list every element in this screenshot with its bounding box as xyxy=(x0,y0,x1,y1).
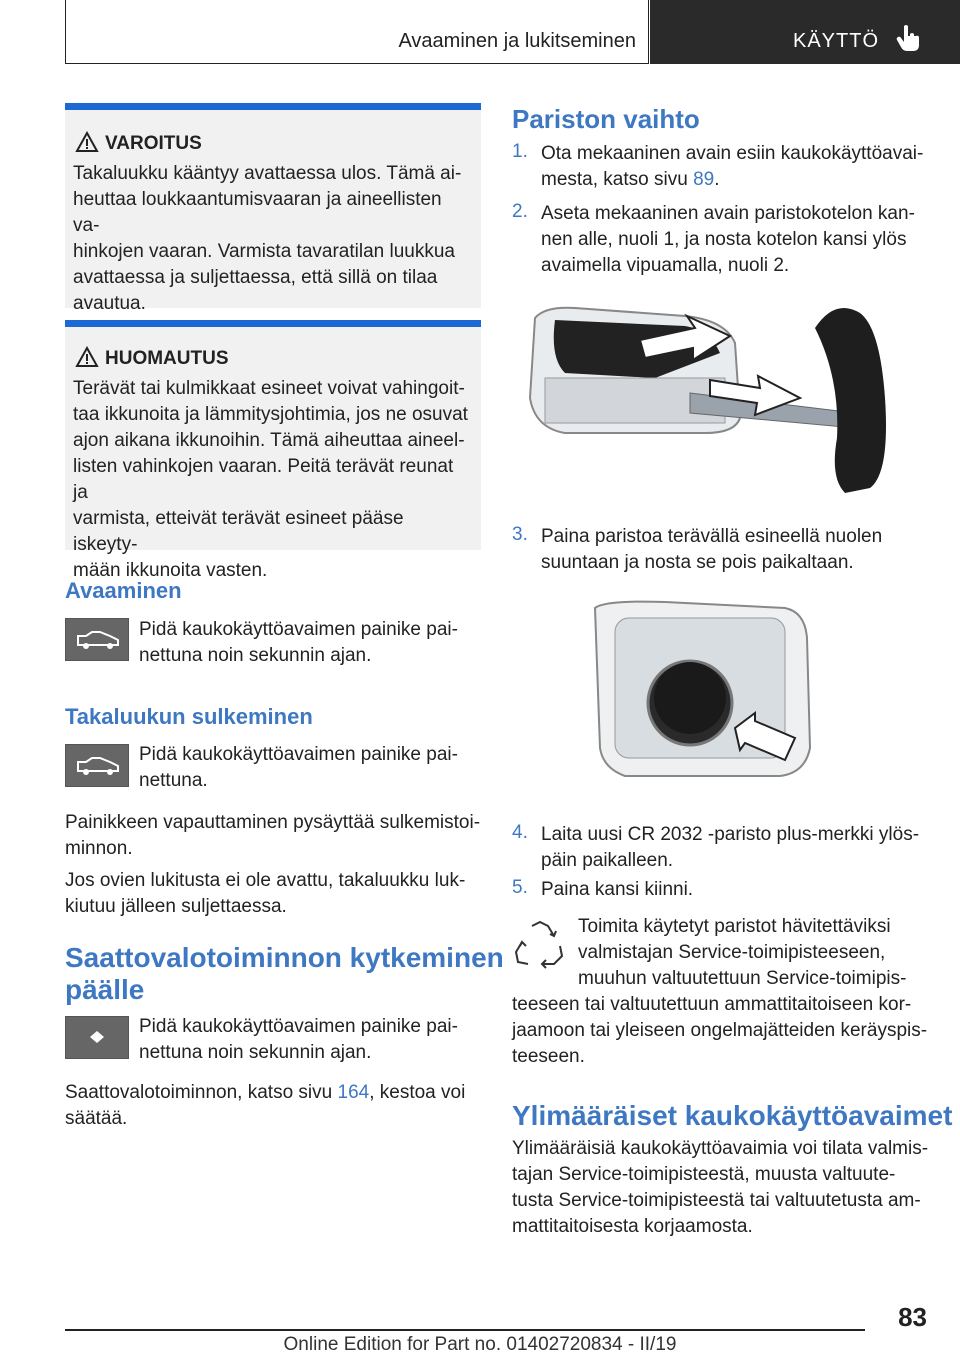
step-line: Paina paristoa terävällä esineellä nuolen xyxy=(541,526,883,547)
escort-heading xyxy=(65,942,504,1006)
step-number: 4. xyxy=(512,822,528,843)
trunk-button-icon xyxy=(65,744,129,787)
closing-line: Pidä kaukokäyttöavaimen painike pai- xyxy=(139,744,458,765)
paragraph-line: Painikkeen vapauttaminen pysäyttää sulkemistoi- xyxy=(65,812,481,833)
paragraph-line: Jos ovien lukitusta ei ole avattu, takaluukku luk- xyxy=(65,870,466,891)
release-paragraph xyxy=(65,810,480,862)
warning-triangle-icon xyxy=(75,131,99,153)
recycle-line: jaamoon tai yleiseen ongelmajätteiden keräyspis- xyxy=(512,1020,928,1041)
closing-text xyxy=(139,742,458,794)
escort-button-icon xyxy=(65,1016,129,1059)
notice-line: mään ikkunoita vasten. xyxy=(73,560,268,581)
opening-line: Pidä kaukokäyttöavaimen painike pai- xyxy=(139,619,458,640)
step-2-text xyxy=(541,201,915,279)
step-line xyxy=(541,167,923,193)
paragraph-line: säätää. xyxy=(65,1108,128,1129)
recycle-line: valmistajan Service-toimipisteeseen, xyxy=(578,942,886,963)
warning-line: avautua. xyxy=(73,293,146,314)
escort-text xyxy=(139,1014,458,1066)
escort-line: nettuna noin sekunnin ajan. xyxy=(139,1042,372,1063)
notice-heading: HUOMAUTUS xyxy=(105,348,229,369)
step-3-text xyxy=(541,524,882,576)
step-number: 5. xyxy=(512,877,528,898)
trunk-button-icon xyxy=(65,618,129,661)
key-battery-cover-illustration xyxy=(515,298,895,498)
escort-heading-line: päälle xyxy=(65,974,145,1005)
text-span: . xyxy=(714,169,720,190)
header-title-box xyxy=(65,0,649,64)
battery-removal-illustration xyxy=(585,598,815,780)
recycle-text xyxy=(578,914,906,992)
recycle-line: muuhun valtuutettuun Service-toimipis- xyxy=(578,968,907,989)
notice-box xyxy=(65,320,481,581)
extra-line: Ylimääräisiä kaukokäyttöavaimia voi tilata valmis- xyxy=(512,1138,929,1159)
recycle-line: teeseen. xyxy=(512,1046,585,1067)
paragraph-line: kiutuu jälleen suljettaessa. xyxy=(65,896,287,917)
notice-line: ajon aikana ikkunoihin. Tämä aiheuttaa aineel- xyxy=(73,430,465,451)
warning-box xyxy=(65,103,481,314)
chapter-tab xyxy=(650,0,960,64)
step-number: 3. xyxy=(512,524,528,545)
recycle-text-cont xyxy=(512,992,927,1070)
step-number: 1. xyxy=(512,141,528,162)
step-line: nen alle, nuoli 1, ja nosta kotelon kansi ylös xyxy=(541,229,907,250)
warning-line: hinkojen vaaran. Varmista tavaratilan luukkua xyxy=(73,241,455,262)
text-span: mesta, katso sivu xyxy=(541,169,694,190)
text-span: Saattovalotoiminnon, katso sivu xyxy=(65,1082,338,1103)
extra-keys-heading: Ylimääräiset kaukokäyttöavaimet xyxy=(512,1100,953,1131)
battery-heading: Pariston vaihto xyxy=(512,104,700,134)
opening-line: nettuna noin sekunnin ajan. xyxy=(139,645,372,666)
autolock-paragraph xyxy=(65,868,465,920)
warning-bar xyxy=(65,103,481,110)
warning-line: avattaessa ja suljettaessa, että sillä on tilaa xyxy=(73,267,438,288)
hand-pointer-icon xyxy=(896,24,922,52)
step-1-text xyxy=(541,141,923,193)
notice-line: Terävät tai kulmikkaat esineet voivat vahingoit- xyxy=(73,378,465,399)
step-line: Paina kansi kiinni. xyxy=(541,879,694,900)
chapter-label: KÄYTTÖ xyxy=(793,30,880,52)
car-trunk-icon xyxy=(66,745,128,786)
paragraph-line: minnon. xyxy=(65,838,133,859)
step-5-text xyxy=(541,877,693,903)
recycle-icon xyxy=(512,918,568,970)
warning-heading: VAROITUS xyxy=(105,133,202,154)
footer-edition: Online Edition for Part no. 01402720834 - II/19 xyxy=(283,1334,677,1355)
section-title: Avaaminen ja lukitseminen xyxy=(398,30,636,52)
warning-line: Takaluukku kääntyy avattaessa ulos. Tämä ai- xyxy=(73,163,462,184)
step-line: Aseta mekaaninen avain paristokotelon kan- xyxy=(541,203,915,224)
extra-line: tajan Service-toimipisteestä, muusta valtuute- xyxy=(512,1164,896,1185)
car-trunk-icon xyxy=(66,619,128,660)
warning-triangle-icon xyxy=(75,346,99,368)
closing-heading: Takaluukun sulkeminen xyxy=(65,704,313,729)
page-number: 83 xyxy=(898,1302,927,1332)
footer-divider xyxy=(65,1329,865,1331)
escort-duration-paragraph xyxy=(65,1080,465,1132)
extra-keys-text xyxy=(512,1136,928,1240)
notice-bar xyxy=(65,320,481,327)
notice-line: varmista, etteivät terävät esineet pääse iskeyty- xyxy=(73,508,404,555)
text-span: , kestoa voi xyxy=(369,1082,466,1103)
notice-text xyxy=(73,376,473,584)
escort-line: Pidä kaukokäyttöavaimen painike pai- xyxy=(139,1016,458,1037)
recycle-line: Toimita käytetyt paristot hävitettäviksi xyxy=(578,916,891,937)
step-4-text xyxy=(541,822,919,874)
extra-line: tusta Service-toimipisteestä tai valtuutetusta am- xyxy=(512,1190,921,1211)
extra-line: mattitaitoisesta korjaamosta. xyxy=(512,1216,753,1237)
escort-heading-line: Saattovalotoiminnon kytkeminen xyxy=(65,942,504,973)
notice-line: taa ikkunoita ja lämmitysjohtimia, jos ne osuvat xyxy=(73,404,468,425)
step-line: päin paikalleen. xyxy=(541,850,674,871)
page-link-89[interactable]: 89 xyxy=(693,169,715,190)
step-line: avaimella vipuamalla, nuoli 2. xyxy=(541,255,790,276)
closing-line: nettuna. xyxy=(139,770,208,791)
step-line: Laita uusi CR 2032 -paristo plus-merkki ylös- xyxy=(541,824,920,845)
recycle-line: teeseen tai valtuutettuun ammattitaitoiseen kor- xyxy=(512,994,912,1015)
step-line: suuntaan ja nosta se pois paikaltaan. xyxy=(541,552,854,573)
paragraph-line xyxy=(65,1080,465,1106)
warning-line: heuttaa loukkaantumisvaaran ja aineellisten va- xyxy=(73,189,442,236)
step-number: 2. xyxy=(512,201,528,222)
opening-heading: Avaaminen xyxy=(65,578,182,603)
step-line: Ota mekaaninen avain esiin kaukokäyttöavai- xyxy=(541,143,924,164)
opening-text xyxy=(139,617,458,669)
diamond-icon xyxy=(66,1017,128,1058)
notice-line: listen vahinkojen vaaran. Peitä terävät reunat ja xyxy=(73,456,454,503)
warning-text xyxy=(73,161,473,317)
page-link-164[interactable]: 164 xyxy=(337,1082,370,1103)
